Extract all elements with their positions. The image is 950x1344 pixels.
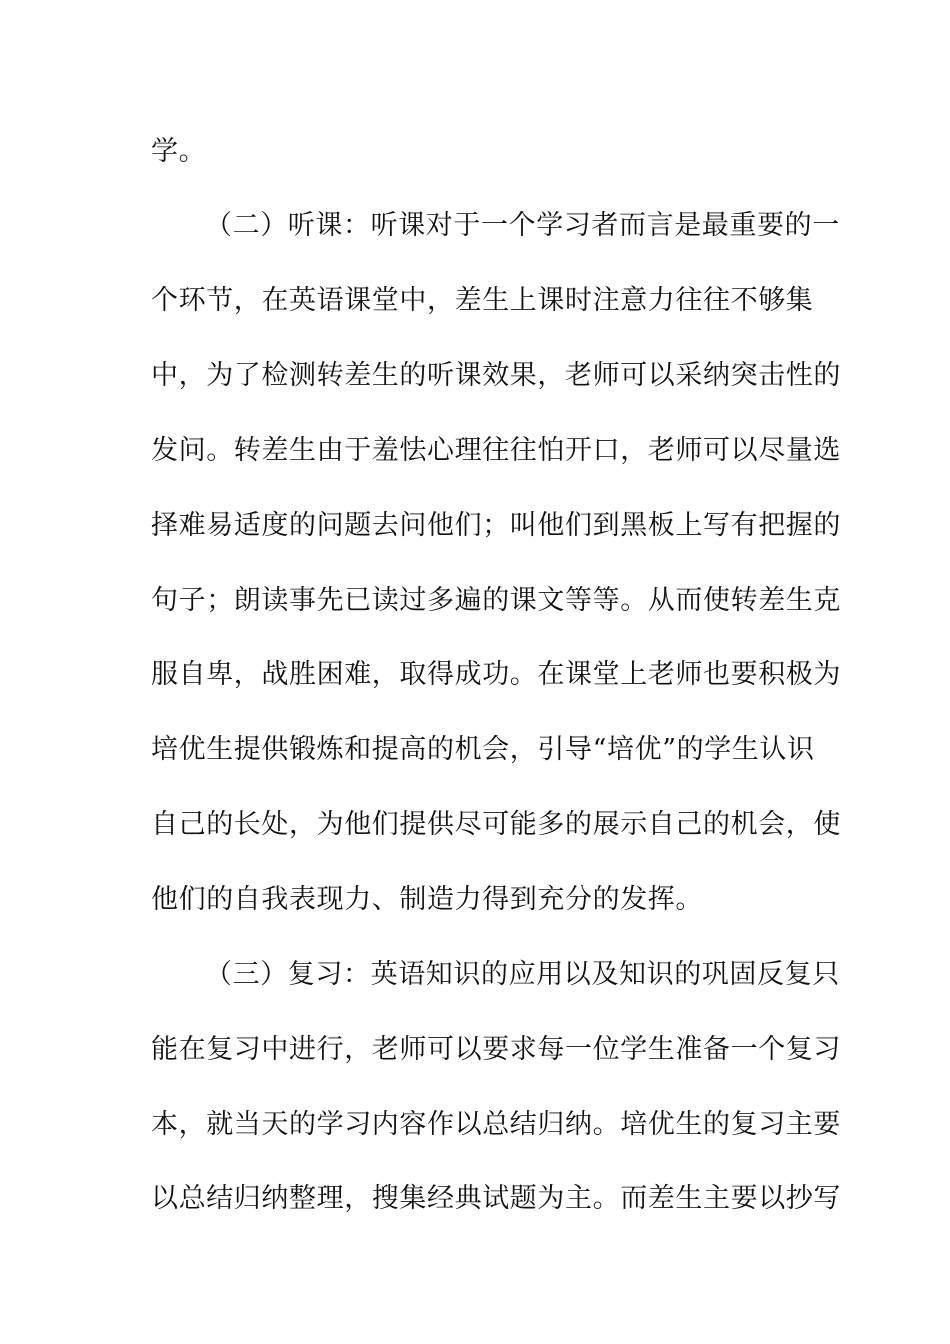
text-line: 学。 bbox=[151, 136, 207, 167]
text-line: 本，就当天的学习内容作以总结归纳。培优生的复习主要 bbox=[151, 1109, 841, 1140]
text-line: 他们的自我表现力、制造力得到充分的发挥。 bbox=[151, 884, 703, 915]
text-line: 以总结归纳整理，搜集经典试题为主。而差生主要以抄写 bbox=[151, 1183, 841, 1214]
text-line: 服自卑，战胜困难，取得成功。在课堂上老师也要积极为 bbox=[151, 659, 841, 690]
text-line: 培优生提供锻炼和提高的机会，引导“培优”的学生认识 bbox=[151, 734, 815, 765]
paragraph-heading-review: （三）复习：英语知识的应用以及知识的巩固反复只 bbox=[205, 959, 840, 990]
text-line: 择难易适度的问题去问他们；叫他们到黑板上写有把握的 bbox=[151, 510, 841, 541]
text-line: 发问。转差生由于羞怯心理往往怕开口，老师可以尽量选 bbox=[151, 435, 841, 466]
text-line: 自己的长处，为他们提供尽可能多的展示自己的机会，使 bbox=[151, 809, 841, 840]
text-line: 能在复习中进行，老师可以要求每一位学生准备一个复习 bbox=[151, 1034, 841, 1065]
paragraph-heading-listening: （二）听课：听课对于一个学习者而言是最重要的一 bbox=[205, 210, 840, 241]
text-line: 中，为了检测转差生的听课效果，老师可以采纳突击性的 bbox=[151, 360, 841, 391]
text-line: 句子；朗读事先已读过多遍的课文等等。从而使转差生克 bbox=[151, 585, 841, 616]
text-line: 个环节，在英语课堂中，差生上课时注意力往往不够集 bbox=[151, 285, 814, 316]
